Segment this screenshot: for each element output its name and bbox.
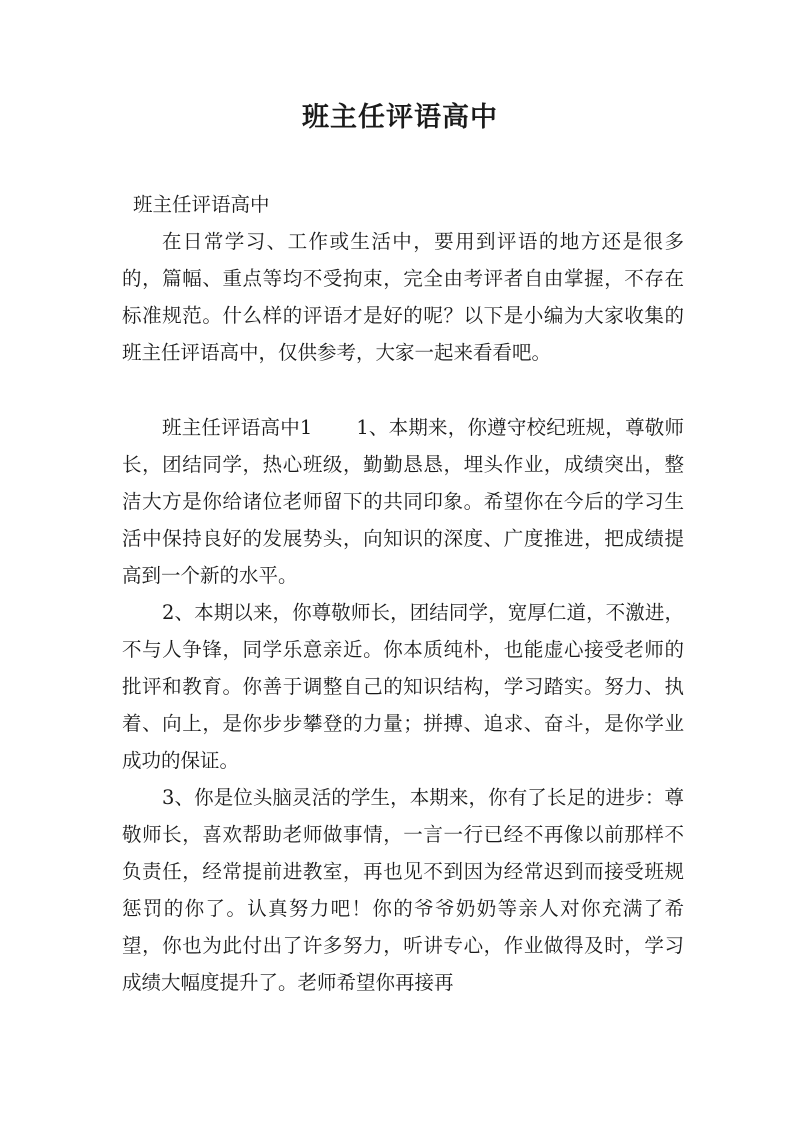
comment-text-1: 1、本期来，你遵守校纪班规，尊敬师长，团结同学，热心班级，勤勤恳恳，埋头作业，成绩突出，整洁大方是你给诸位老师留下的共同印象。希望你在今后的学习生活中保持良好的发展势头，向知识的深度、广度推进，把成绩提高到一个新的水平。 [122,416,684,587]
intro-paragraph: 在日常学习、工作或生活中，要用到评语的地方还是很多的，篇幅、重点等均不受拘束，完全由考评者自由掌握，不存在标准规范。什么样的评语才是好的呢？以下是小编为大家收集的班主任评语高中，仅供参考，大家一起来看看吧。 [122,230,684,364]
section-heading: 班主任评语高中1 [162,416,313,439]
comment-paragraph-3: 3、你是位头脑灵活的学生，本期来，你有了长足的进步：尊敬师长，喜欢帮助老师做事情，一言一行已经不再像以前那样不负责任，经常提前进教室，再也见不到因为经常迟到而接受班规惩罚的你了。认真努力吧！你的爷爷奶奶等亲人对你充满了希望，你也为此付出了许多努力，听讲专心，作业做得及时，学习成绩大幅度提升了。老师希望你再接再 [122,786,684,994]
comment-paragraph-2: 2、本期以来，你尊敬师长，团结同学，宽厚仁道，不激进，不与人争锋，同学乐意亲近。你本质纯朴，也能虚心接受老师的批评和教育。你善于调整自己的知识结构，学习踏实。努力、执着、向上，是你步步攀登的力量；拼搏、追求、奋斗，是你学业成功的保证。 [122,601,684,772]
document-subtitle: 班主任评语高中 [133,193,270,216]
paragraph-spacer [122,371,684,409]
document-title: 班主任评语高中 [302,102,498,133]
document-body [122,186,684,1001]
comment-paragraph-1 [122,409,684,594]
